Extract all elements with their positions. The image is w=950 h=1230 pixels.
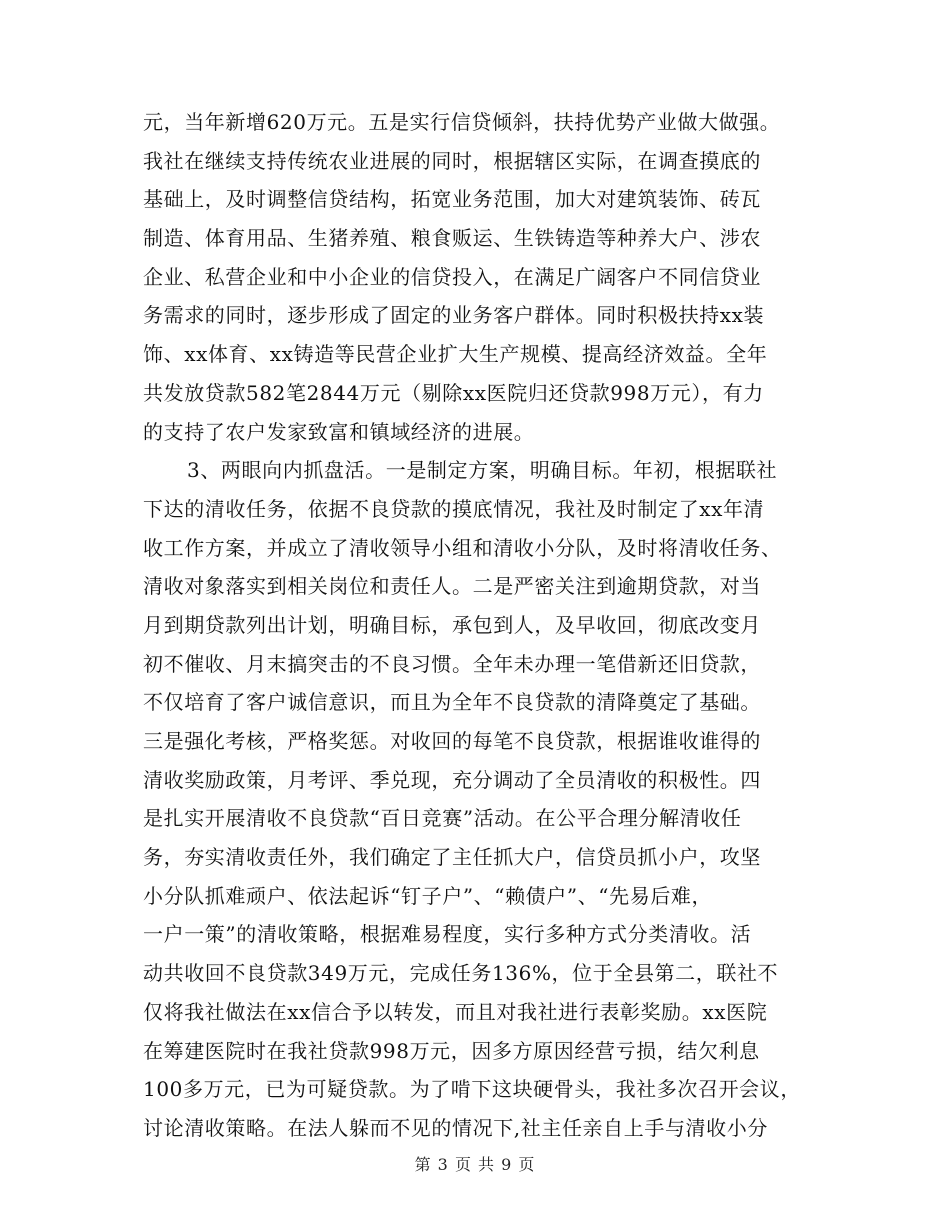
text-line: 基础上，及时调整信贷结构，拓宽业务范围，加大对建筑装饰、砖瓦 xyxy=(143,187,761,212)
text-line: 一户一策”的清收策略，根据难易程度，实行多种方式分类清收。活 xyxy=(143,922,752,947)
text-line: 是扎实开展清收不良贷款“百日竞赛”活动。在公平合理分解清收任 xyxy=(143,806,742,831)
text-line: 企业、私营企业和中小企业的信贷投入，在满足广阔客户不同信贷业 xyxy=(143,264,761,289)
text-line: 仅将我社做法在xx信合予以转发，而且对我社进行表彰奖励。xx医院 xyxy=(143,999,768,1024)
text-line: 共发放贷款582笔2844万元（剔除xx医院归还贷款998万元），有力 xyxy=(143,380,764,405)
paragraph-start-line: 3、两眼向内抓盘活。一是制定方案，明确目标。年初，根据联社 xyxy=(187,458,778,483)
text-line: 动共收回不良贷款349万元，完成任务136%，位于全县第二，联社不 xyxy=(143,961,779,986)
text-line: 清收奖励政策，月考评、季兑现，充分调动了全员清收的积极性。四 xyxy=(143,767,761,792)
text-line: 讨论清收策略。在法人躲而不见的情况下,社主任亲自上手与清收小分 xyxy=(143,1115,768,1140)
text-line: 小分队抓难顽户、依法起诉“钉子户”、“赖债户”、“先易后难， xyxy=(143,883,713,908)
text-line: 月到期贷款列出计划，明确目标，承包到人，及早收回，彻底改变月 xyxy=(143,612,761,637)
text-line: 的支持了农户发家致富和镇域经济的进展。 xyxy=(143,419,535,444)
text-line: 100多万元，已为可疑贷款。为了啃下这块硬骨头，我社多次召开会议， xyxy=(143,1077,801,1102)
text-line: 我社在继续支持传统农业进展的同时，根据辖区实际，在调查摸底的 xyxy=(143,148,761,173)
text-line: 务，夯实清收责任外，我们确定了主任抓大户，信贷员抓小户，攻坚 xyxy=(143,845,761,870)
text-line: 下达的清收任务，依据不良贷款的摸底情况，我社及时制定了xx年清 xyxy=(143,496,765,521)
page-footer: 第 3 页 共 9 页 xyxy=(414,1155,536,1174)
text-line: 收工作方案，并成立了清收领导小组和清收小分队，及时将清收任务、 xyxy=(143,535,782,560)
text-line: 元，当年新增620万元。五是实行信贷倾斜，扶持优势产业做大做强。 xyxy=(143,110,781,134)
text-line: 清收对象落实到相关岗位和责任人。二是严密关注到逾期贷款，对当 xyxy=(143,574,761,599)
body-text xyxy=(143,103,823,1148)
text-line: 三是强化考核，严格奖惩。对收回的每笔不良贷款，根据谁收谁得的 xyxy=(143,729,761,753)
text-line: 初不催收、月末搞突击的不良习惯。全年未办理一笔借新还旧贷款， xyxy=(143,651,761,676)
text-line: 务需求的同时，逐步形成了固定的业务客户群体。同时积极扶持xx装 xyxy=(143,303,765,328)
text-line: 制造、体育用品、生猪养殖、粮食贩运、生铁铸造等种养大户、涉农 xyxy=(143,226,761,251)
text-line: 不仅培育了客户诚信意识，而且为全年不良贷款的清降奠定了基础。 xyxy=(143,690,761,715)
text-line: 在筹建医院时在我社贷款998万元，因多方原因经营亏损，结欠利息 xyxy=(143,1038,760,1063)
text-line: 饰、xx体育、xx铸造等民营企业扩大生产规模、提高经济效益。全年 xyxy=(143,342,768,367)
